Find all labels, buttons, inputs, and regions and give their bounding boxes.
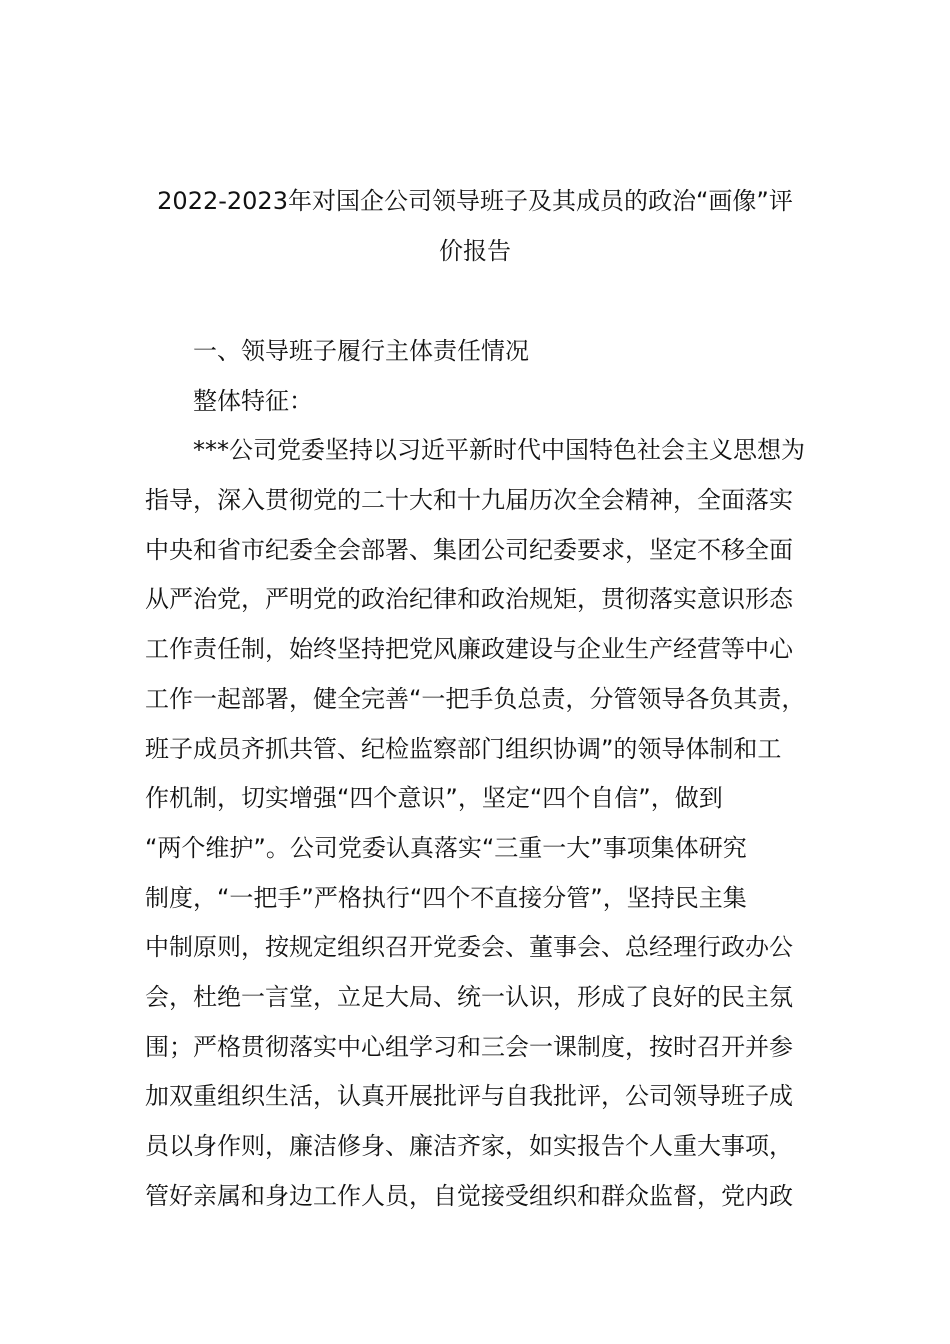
paragraph-line: 会，杜绝一言堂，立足大局、统一认识，形成了良好的民主氛: [145, 982, 793, 1011]
title-line-2: 价报告: [439, 237, 511, 265]
paragraph-line: 指导，深入贯彻党的二十大和十九届历次全会精神，全面落实: [145, 486, 793, 515]
paragraph-line: 围；严格贯彻落实中心组学习和三会一课制度，按时召开并参: [145, 1032, 793, 1061]
paragraph-line: 中央和省市纪委全会部署、集团公司纪委要求，坚定不移全面: [145, 535, 793, 564]
paragraph-line: 班子成员齐抓共管、纪检监察部门组织协调”的领导体制和工: [145, 734, 782, 763]
paragraph-line: 员以身作则，廉洁修身、廉洁齐家，如实报告个人重大事项，: [145, 1132, 793, 1160]
paragraph-line: 工作一起部署，健全完善“一把手负总责，分管领导各负其责，: [145, 684, 806, 713]
section-heading: 一、领导班子履行主体责任情况: [193, 337, 529, 365]
paragraph-line: 从严治党，严明党的政治纪律和政治规矩，贯彻落实意识形态: [145, 585, 793, 614]
document-title: [120, 176, 830, 276]
subheading: 整体特征：: [193, 386, 313, 415]
paragraph-line: 制度，“一把手”严格执行“四个不直接分管”，坚持民主集: [145, 883, 747, 912]
paragraph-line: 作机制，切实增强“四个意识”，坚定“四个自信”，做到: [145, 784, 723, 813]
title-line-1: 2022-2023年对国企公司领导班子及其成员的政治“画像”评: [157, 187, 793, 215]
paragraph-line: 工作责任制，始终坚持把党风廉政建设与企业生产经营等中心: [145, 635, 793, 664]
paragraph-line: “两个维护”。公司党委认真落实“三重一大”事项集体研究: [145, 833, 747, 862]
document-body: [145, 327, 825, 1221]
paragraph-line: 管好亲属和身边工作人员，自觉接受组织和群众监督，党内政: [145, 1181, 793, 1210]
paragraph-line: ***公司党委坚持以习近平新时代中国特色社会主义思想为: [193, 436, 805, 465]
paragraph-line: 加双重组织生活，认真开展批评与自我批评，公司领导班子成: [145, 1082, 793, 1111]
paragraph-line: 中制原则，按规定组织召开党委会、董事会、总经理行政办公: [145, 933, 793, 962]
